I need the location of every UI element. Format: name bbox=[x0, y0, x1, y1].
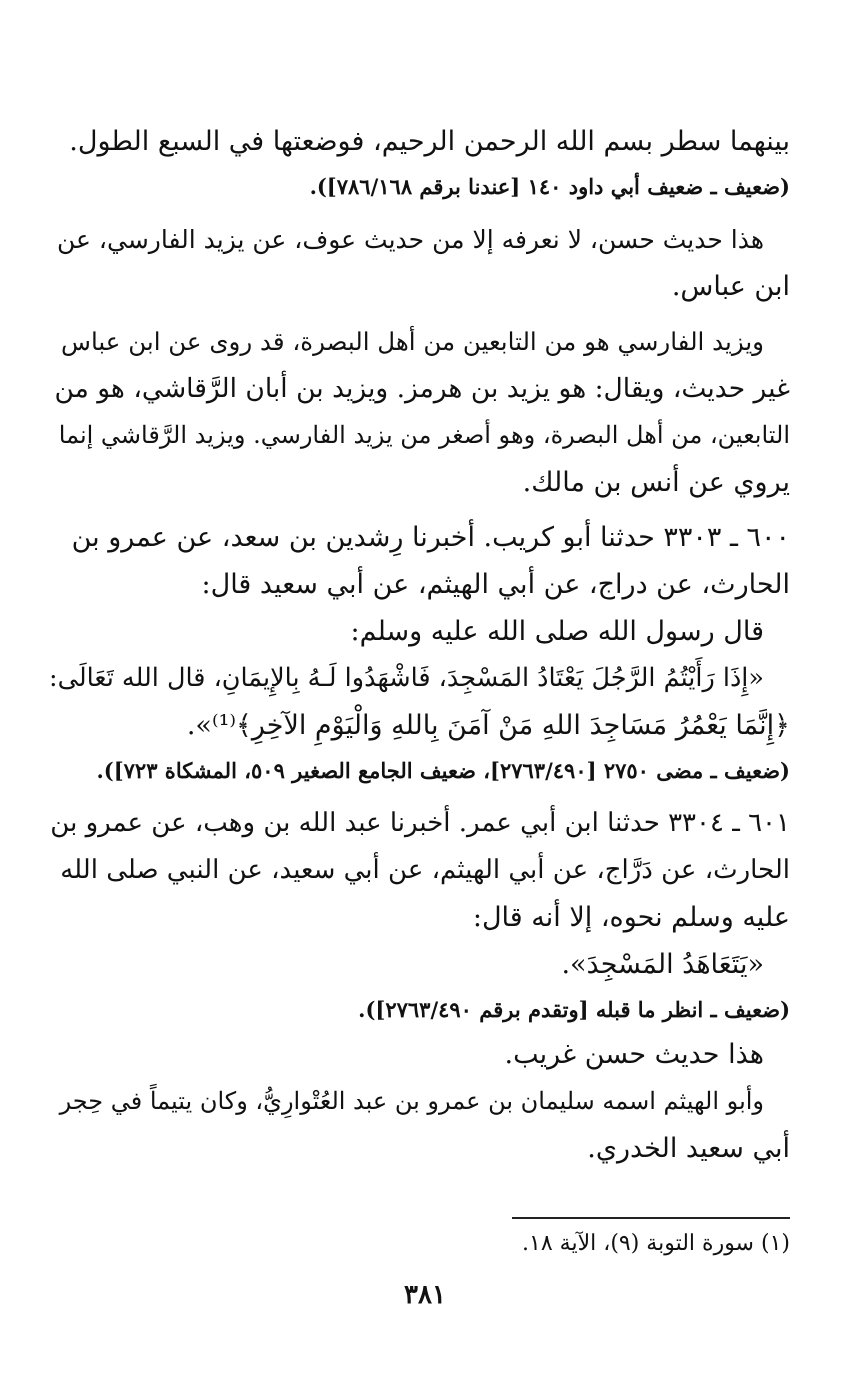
hadith-number-line: ٦٠٠ ـ ٣٣٠٣ حدثنا أبو كريب. أخبرنا رِشدين بن سعد، عن عمرو بن bbox=[71, 522, 790, 553]
hadith-text-line: «إِذَا رَأَيْتُمُ الرَّجُلَ يَعْتَادُ المَسْجِدَ، فَاشْهَدُوا لَـهُ بِالإِيمَانِ، قال الله تَعَالَى: bbox=[49, 663, 764, 693]
text-line: وأبو الهيثم اسمه سليمان بن عمرو بن عبد العُتْوارِيُّ، وكان يتيماً في حِجر bbox=[59, 1087, 764, 1115]
grading-note: (ضعيف ـ مضى ٢٧٥٠ [٢٧٦٣/٤٩٠]، ضعيف الجامع الصغير ٥٠٩، المشكاة ٧٢٣]). bbox=[96, 758, 790, 783]
quran-quote-line: ﴿إِنَّمَا يَعْمُرُ مَسَاجِدَ اللهِ مَنْ آمَنَ بِاللهِ وَالْيَوْمِ الآخِرِ﴾⁽¹⁾». bbox=[186, 710, 790, 741]
footnote: (١) سورة التوبة (٩)، الآية ١٨. bbox=[522, 1231, 790, 1256]
text-line: الحارث، عن دَرَّاج، عن أبي الهيثم، عن أبي سعيد، عن النبي صلى الله bbox=[60, 855, 790, 885]
footnote-divider bbox=[512, 1217, 790, 1219]
text-line: أبي سعيد الخدري. bbox=[587, 1133, 790, 1164]
page-body bbox=[48, 118, 790, 1172]
page-number: ٣٨١ bbox=[404, 1280, 446, 1310]
hadith-text-line: «يَتَعَاهَدُ المَسْجِدَ». bbox=[561, 949, 764, 980]
text-line: الحارث، عن دراج، عن أبي الهيثم، عن أبي سعيد قال: bbox=[201, 569, 790, 600]
text-line: ويزيد الفارسي هو من التابعين من أهل البصرة، قد روى عن ابن عباس bbox=[61, 327, 764, 356]
text-line: قال رسول الله صلى الله عليه وسلم: bbox=[350, 616, 764, 647]
text-line: هذا حديث حسن غريب. bbox=[504, 1039, 764, 1070]
text-line: هذا حديث حسن، لا نعرفه إلا من حديث عوف، عن يزيد الفارسي، عن bbox=[57, 225, 764, 254]
text-line: عليه وسلم نحوه، إلا أنه قال: bbox=[472, 902, 790, 933]
text-line: بينهما سطر بسم الله الرحمن الرحيم، فوضعتها في السبع الطول. bbox=[69, 126, 790, 157]
hadith-number-line: ٦٠١ ـ ٣٣٠٤ حدثنا ابن أبي عمر. أخبرنا عبد الله بن وهب، عن عمرو بن bbox=[50, 808, 790, 838]
text-line: غير حديث، ويقال: هو يزيد بن هرمز. ويزيد بن أبان الرَّقاشي، هو من bbox=[54, 373, 790, 404]
grading-note: (ضعيف ـ انظر ما قبله [وتقدم برقم ٢٧٦٣/٤٩٠]). bbox=[358, 997, 790, 1022]
text-line: التابعين، من أهل البصرة، وهو أصغر من يزيد الفارسي. ويزيد الرَّقاشي إنما bbox=[58, 421, 790, 449]
text-line: ابن عباس. bbox=[671, 271, 790, 302]
grading-note: (ضعيف ـ ضعيف أبي داود ١٤٠ [عندنا برقم ٧٨٦/١٦٨]). bbox=[309, 174, 790, 199]
text-line: يروي عن أنس بن مالك. bbox=[522, 467, 790, 498]
